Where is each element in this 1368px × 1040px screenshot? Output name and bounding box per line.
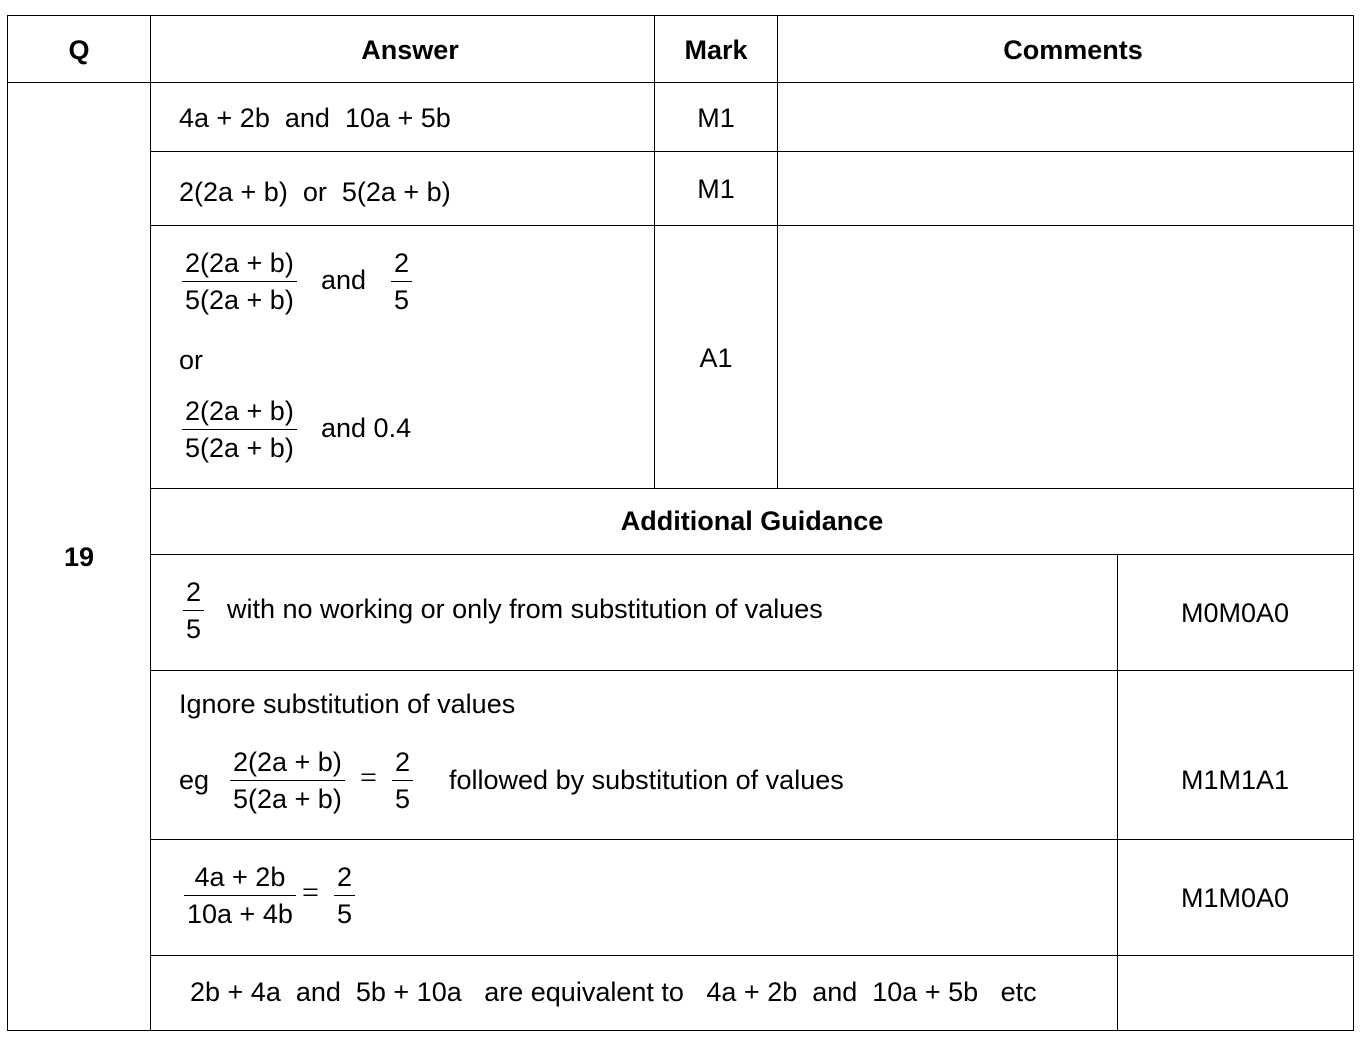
fraction-numerator: 2: [334, 859, 355, 896]
answer-row1-left: 4a + 2b: [179, 103, 270, 133]
guidance-row1-fraction: [183, 574, 204, 647]
row3-border: [150, 488, 1354, 489]
header-answer: Answer: [361, 35, 459, 65]
fraction-numerator: 2(2a + b): [182, 245, 297, 282]
fraction-denominator: 5(2a + b): [185, 433, 294, 463]
header-comments: Comments: [1003, 35, 1143, 65]
guidance-title-border: [150, 554, 1354, 555]
answer-column-border: [654, 15, 655, 489]
fraction-numerator: 4a + 2b: [184, 859, 296, 896]
fraction-denominator: 5: [186, 614, 202, 644]
guidance-row2-line1: Ignore substitution of values: [179, 689, 516, 719]
answer-row3-fraction-1: [182, 245, 297, 318]
answer-row3-simple-fraction: [391, 245, 412, 318]
table-right-border: [1353, 15, 1354, 1031]
answer-row1-right: 10a + 5b: [344, 103, 451, 133]
guidance-title: Additional Guidance: [620, 506, 884, 536]
mark-column-border: [777, 15, 778, 489]
guidance-row3-rhs-fraction: [334, 859, 355, 932]
answer-row1-joiner: and: [284, 103, 330, 133]
fraction-denominator: 10a + 4b: [187, 899, 293, 929]
table-top-border: [7, 15, 1354, 16]
answer-row2-joiner: or: [302, 177, 327, 207]
guidance-row3-mark: M1M0A0: [1180, 883, 1290, 913]
mark-row2: M1: [697, 174, 735, 204]
guidance-row3-fraction: [184, 859, 296, 932]
guidance-row2-rhs-fraction: [392, 744, 413, 817]
answer-row2: [179, 176, 451, 208]
guidance-row1-border: [150, 670, 1354, 671]
guidance-row3-equals: =: [302, 876, 319, 909]
fraction-denominator: 5(2a + b): [233, 784, 342, 814]
guidance-row2-equals: =: [360, 761, 377, 794]
fraction-numerator: 2: [183, 574, 204, 611]
q-column-border: [150, 15, 151, 1031]
mark-row1: M1: [697, 103, 735, 133]
row2-border: [150, 225, 1354, 226]
guidance-row1-mark: M0M0A0: [1180, 598, 1290, 628]
fraction-denominator: 5(2a + b): [185, 285, 294, 315]
guidance-row2-border: [150, 839, 1354, 840]
guidance-row2-text: followed by substitution of values: [449, 765, 844, 795]
answer-row2-right: 5(2a + b): [341, 177, 451, 207]
guidance-mark-column-border: [1117, 554, 1118, 1031]
fraction-numerator: 2: [392, 744, 413, 781]
table-left-border: [7, 15, 8, 1031]
guidance-row1-text: with no working or only from substitution of values: [227, 594, 823, 624]
guidance-row3-border: [150, 955, 1354, 956]
fraction-numerator: 2(2a + b): [230, 744, 345, 781]
question-number: 19: [63, 542, 95, 572]
header-q: Q: [68, 35, 90, 65]
answer-row3-fraction-2: [182, 393, 297, 466]
guidance-row2-fraction: [230, 744, 345, 817]
header-bottom-border: [7, 82, 1354, 83]
row1-border: [150, 151, 1354, 152]
fraction-numerator: 2: [391, 245, 412, 282]
header-mark: Mark: [684, 35, 748, 65]
answer-row2-left: 2(2a + b): [179, 177, 288, 207]
fraction-denominator: 5: [337, 899, 353, 929]
fraction-numerator: 2(2a + b): [182, 393, 297, 430]
answer-row3-and: and: [321, 265, 367, 295]
mark-row3: A1: [699, 343, 733, 373]
answer-row3-decimal: and 0.4: [321, 413, 412, 443]
guidance-row2-mark: M1M1A1: [1180, 765, 1290, 795]
guidance-row4-text: 2b + 4a and 5b + 10a are equivalent to 4a + 2b and 10a + 5b etc: [190, 977, 1037, 1007]
answer-row3-or: or: [179, 345, 204, 375]
fraction-denominator: 5: [394, 285, 410, 315]
fraction-denominator: 5: [395, 784, 411, 814]
table-bottom-border: [7, 1030, 1354, 1031]
guidance-row2-eg: eg: [179, 765, 210, 795]
answer-row1: [179, 102, 451, 134]
